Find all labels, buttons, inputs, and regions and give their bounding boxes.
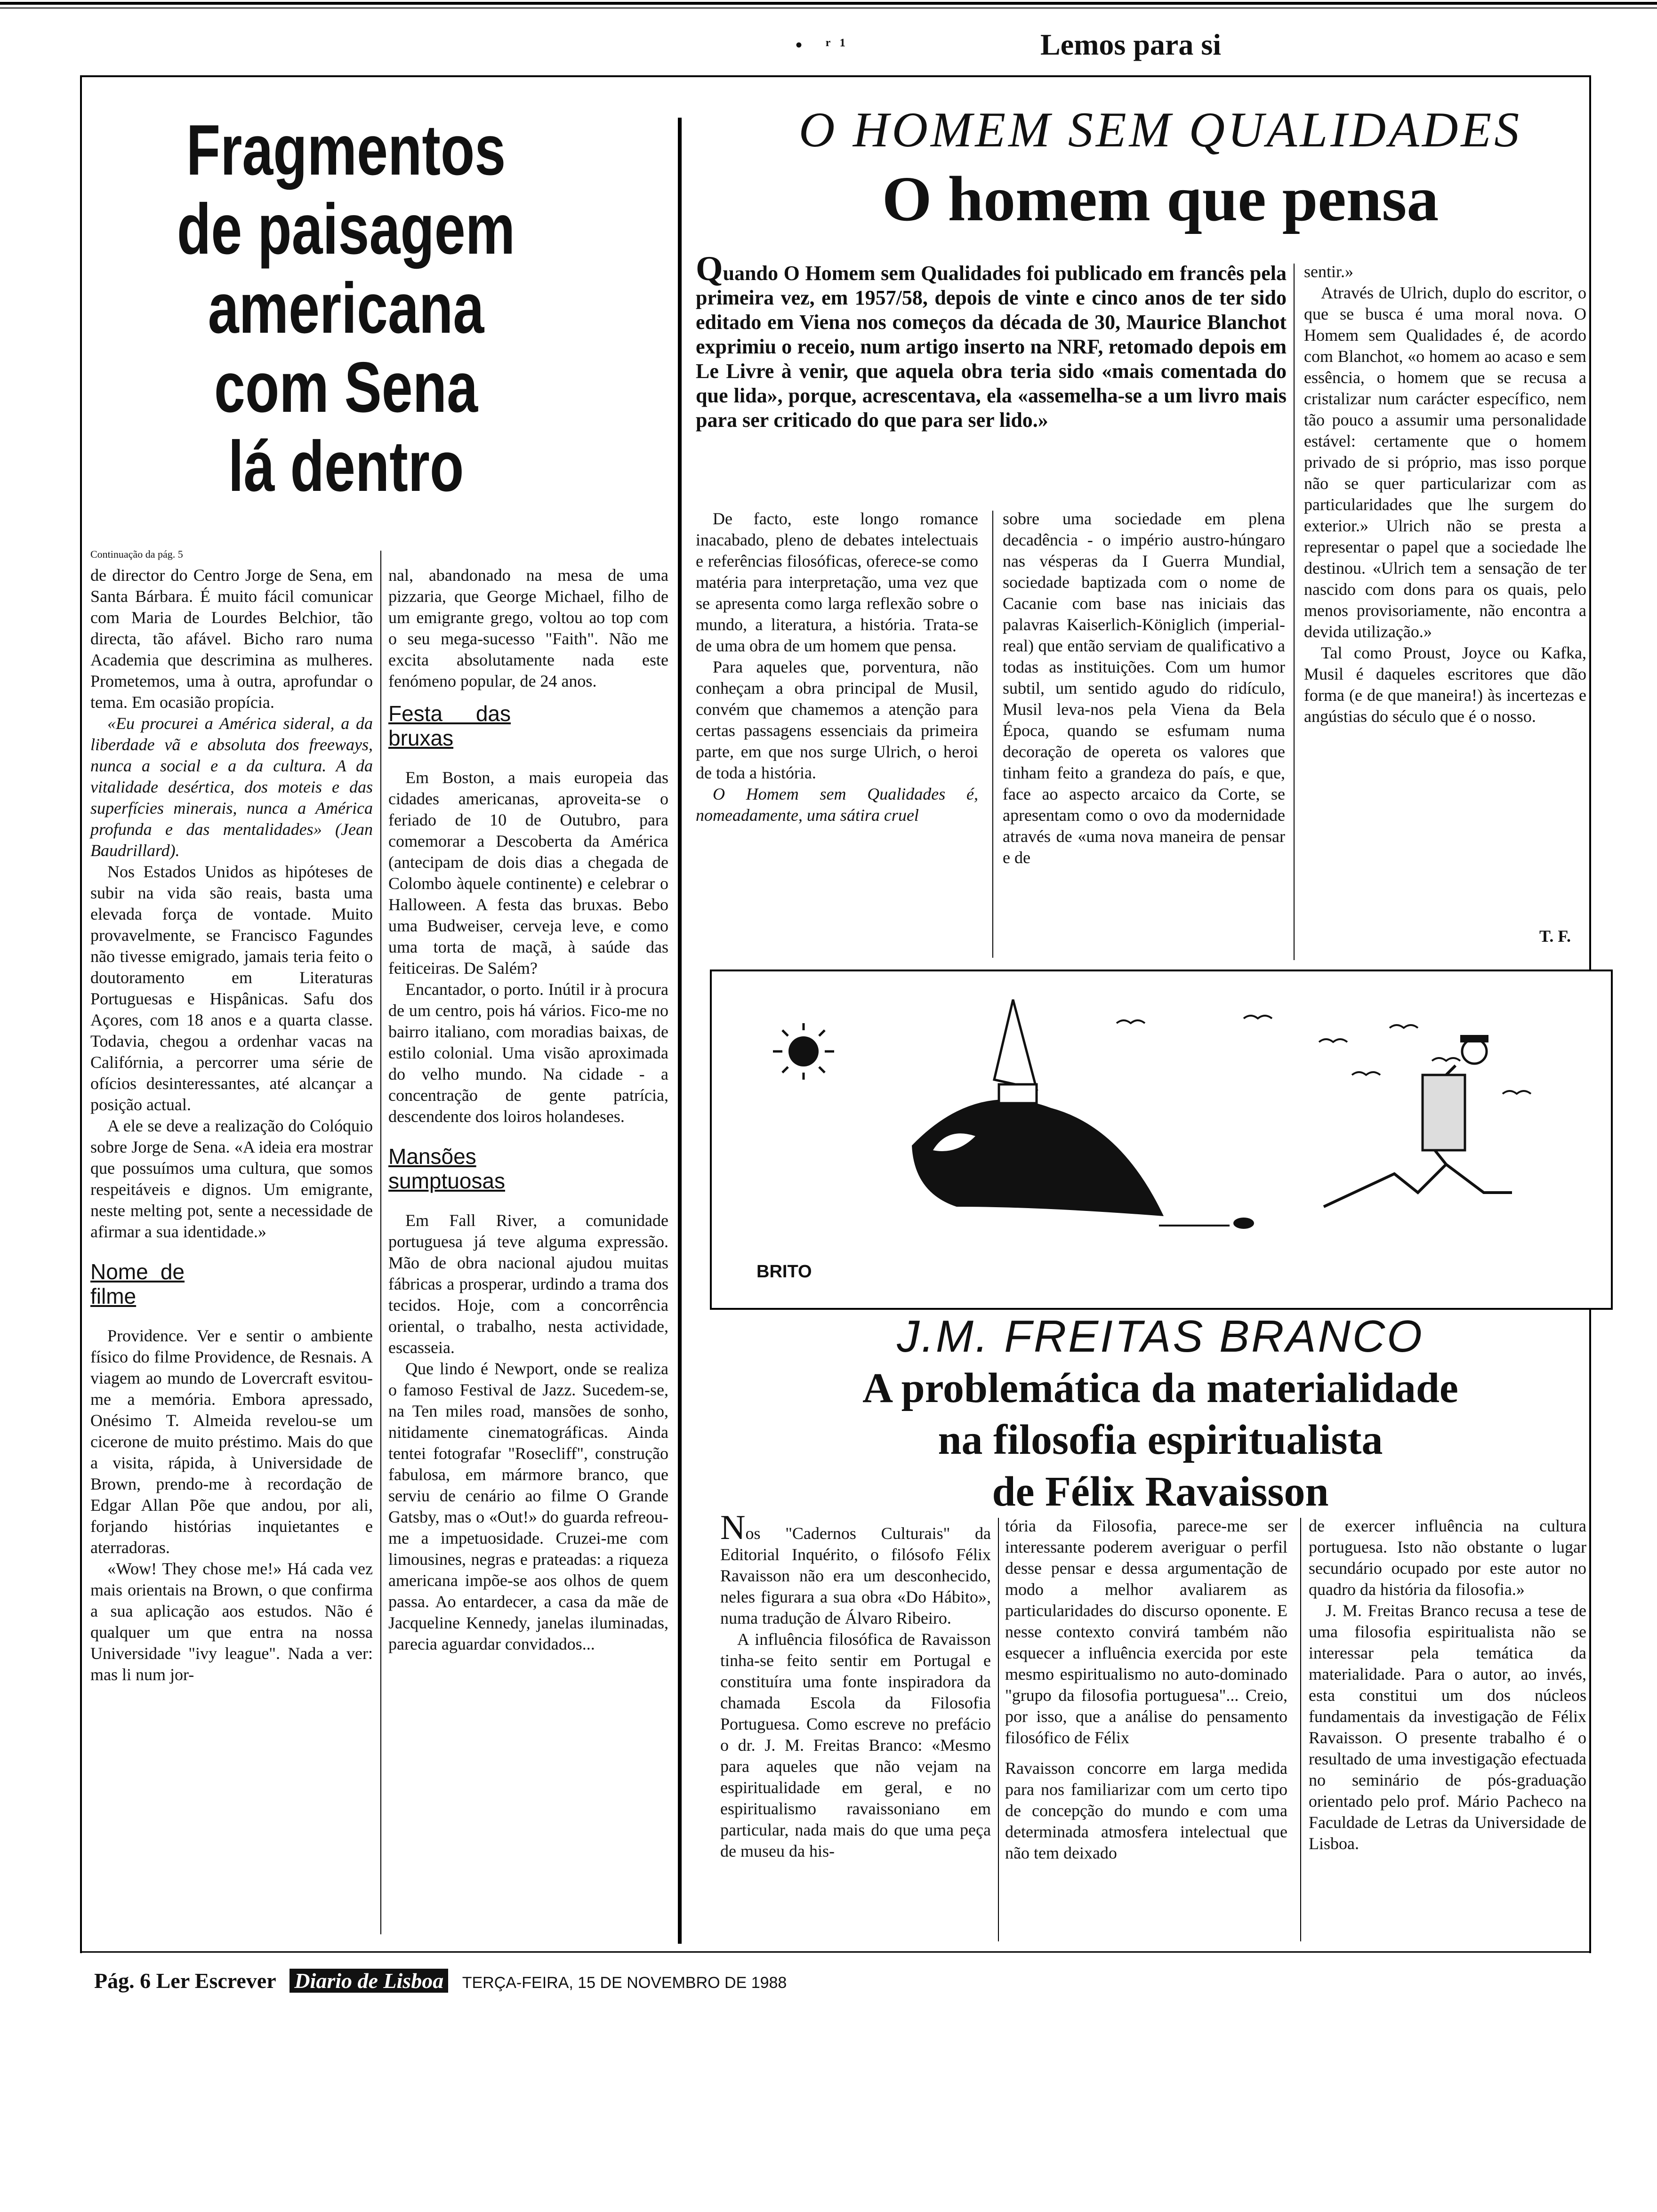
col-rule: [998, 1518, 999, 1941]
cartoon-illustration: [710, 970, 1613, 1310]
footer-section: Ler Escrever: [156, 1969, 276, 1993]
article1-col-3: [1304, 261, 1586, 727]
title-line: Fragmentos: [186, 110, 506, 190]
paragraph: Ravaisson concorre em larga medida para nos familiarizar com um certo tipo de concepção do mundo e com uma determinada atmosfera intelectual que não tem deixado: [1005, 1759, 1287, 1862]
paragraph: os "Cadernos Culturais" da Editorial Inquérito, o filósofo Félix Ravaisson não era um desconhecido, neles figurara a sua obra «Do Hábito», numa tradução de Álvaro Ribeiro.: [720, 1524, 991, 1627]
title-line: de Félix Ravaisson: [992, 1468, 1329, 1515]
article-separator: [678, 118, 682, 1944]
top-rule: [0, 2, 1657, 5]
paragraph: nal, abandonado na mesa de uma pizzaria, que George Michael, filho de um emigrante grego, voltou ao top com o seu mega-sucesso "Faith". Não me excita absolutamente nada este fenómeno popular, de 24 anos.: [388, 566, 668, 690]
page-number: Pág. 6: [94, 1969, 151, 1993]
subheading-nome: Nome de filme: [90, 1259, 185, 1308]
article1-title: O homem que pensa: [882, 164, 1439, 234]
title-line: lá dentro: [228, 426, 464, 506]
article1-kicker: O HOMEM SEM QUALIDADES: [798, 102, 1522, 157]
paragraph: «Wow! They chose me!» Há cada vez mais orientais na Brown, o que confirma a sua aplicação aos estudos. Não é qualquer um que entra na nossa Universidade "ivy league". Nada a ver: mas li num jor-: [90, 1559, 373, 1684]
paragraph: Através de Ulrich, duplo do escritor, o que se busca é uma moral nova. O Homem sem Qualidades é, de acordo com Blanchot, «o homem ao acaso e sem essência, o homem que se recusa a cristalizar num carácter específico, nem tão pouco a assumir uma personalidade estável: certamente que o homem privado de si próprio, mas isso porque não se quer particularizar com as particularidades que lhe surgem do exterior.» Ulrich não se presta a representar o papel que a sociedade lhe destinou. «Ulrich tem a sensação de ter nascido com dons para os quais, pelo menos provisoriamente, não encontra a devida utilização.»: [1304, 283, 1586, 641]
paragraph: Em Boston, a mais europeia das cidades americanas, aproveita-se o feriado de 10 de Outubro, para comemorar a Descoberta da América (antecipam de dois dias a chegada de Colombo àquele continente) e celebrar o Halloween. A festa das bruxas. Bebo uma Budweiser, cerveja leve, e como uma torta de maçã, à saúde das feiticeiras. De Salém?: [388, 768, 668, 978]
title-line: A problemática da materialidade: [862, 1365, 1458, 1411]
paragraph: Em Fall River, a comunidade portuguesa já teve alguma expressão. Mão de obra nacional ajudou muitas fábricas a prosperar, urdindo a trama dos tecidos. Hoje, com a concorrência oriental, o trabalho, nesta actividade, escasseia.: [388, 1211, 668, 1357]
drop-cap: Q: [696, 249, 723, 288]
col-rule: [992, 511, 993, 958]
col-rule: [1294, 264, 1295, 960]
cartoon-signature: BRITO: [756, 1262, 812, 1282]
frame-left: [80, 75, 82, 1953]
paragraph: de director do Centro Jorge de Sena, em Santa Bárbara. É muito fácil comunicar com Maria de Lourdes Belchior, tão directa, tão afável. Bicho raro numa Academia que descrimina as mulheres. Prometemos, uma à outra, aprofundar o tema. Em ocasião propícia.: [90, 566, 373, 712]
left-col-1: [90, 565, 373, 1685]
article1-lead: [696, 249, 1287, 433]
subheading-mansoes: Mansões sumptuosas: [388, 1144, 506, 1193]
article2-col-1: [720, 1508, 991, 1862]
section-title: Lemos para si: [1040, 28, 1221, 61]
title-line: na filosofia espiritualista: [938, 1417, 1383, 1463]
cartoon-drawing: [712, 971, 1611, 1308]
paragraph: De facto, este longo romance inacabado, pleno de debates intelectuais e referências filosóficas, oferece-se como matéria para interpretação, uma vez que se apresenta como larga reflexão sobre o mundo, a literatura, a história. Trata-se de uma obra de um homem que pensa.: [696, 509, 978, 655]
col-rule: [1300, 1518, 1301, 1941]
paragraph: O Homem sem Qualidades é, nomeadamente, uma sátira cruel: [696, 785, 978, 825]
drop-cap: N: [720, 1508, 746, 1547]
paragraph: Para aqueles que, porventura, não conheçam a obra principal de Musil, convém que chamemos a atenção para certas passagens essenciais da primeira parte, em que nos surge Ulrich, o heroi de toda a história.: [696, 657, 978, 782]
header-marks: • ʳ¹: [796, 34, 855, 56]
article2-kicker: J.M. FREITAS BRANCO: [897, 1311, 1424, 1362]
title-line: americana: [208, 268, 484, 348]
article2-title: [706, 1362, 1615, 1518]
left-article-title: [150, 111, 543, 506]
page-footer: [94, 1968, 787, 1993]
paragraph: Providence. Ver e sentir o ambiente físico do filme Providence, de Resnais. A viagem ao mundo de Lovercraft esvitou-me a memória. Embora apressado, Onésimo T. Almeida revelou-se um cicerone de muito préstimo. Mais do que a visita, rápida, à Universidade de Brown, prendo-me à recordação de Edgar Allan Põe que andou, por ali, forjando histórias inquietantes e aterradoras.: [90, 1326, 373, 1557]
title-line: com Sena: [214, 347, 478, 427]
subheading-festa: Festa das bruxas: [388, 701, 511, 750]
article1-col-1: [696, 508, 978, 826]
frame-top: [80, 75, 1591, 77]
article1-col-2: [1003, 508, 1285, 868]
title-line: de paisagem: [177, 189, 515, 269]
paragraph: A influência filosófica de Ravaisson tinha-se feito sentir em Portugal e constituíra uma fonte inspiradora da chamada Escola da Filosofia Portuguesa. Como escreve no prefácio o dr. J. M. Freitas Branco: «Mesmo para aqueles que não vejam na espiritualidade em geral, e no espiritualismo ravaissoniano em particular, nada mais do que uma peça de museu da his-: [720, 1630, 991, 1860]
newspaper-logo: Diario de Lisboa: [290, 1969, 448, 1993]
paragraph: sentir.»: [1304, 262, 1353, 281]
paragraph: A ele se deve a realização do Colóquio sobre Jorge de Sena. «A ideia era mostrar que possuímos uma cultura, que somos respeitáveis e dignos. Um emigrante, neste melting pot, sente a necessidade de afirmar a sua identidade.»: [90, 1116, 373, 1241]
continuation-note: Continuação da pág. 5: [90, 548, 183, 560]
article2-col-3: [1309, 1515, 1586, 1854]
paragraph: tória da Filosofia, parece-me ser interessante poderem averiguar o perfil desse pensar e dessa argumentação de modo a melhor avaliarem as particularidades do discurso oponente. E nesse contexto convirá também não esquecer a influência exercida por este mesmo espiritualismo no auto-dominado "grupo da filosofia portuguesa"... Creio, por isso, que a análise do pensamento filosófico de Félix: [1005, 1516, 1287, 1747]
paragraph: sobre uma sociedade em plena decadência - o império austro-húngaro nas vésperas da I Guerra Mundial, sociedade baptizada com o nome de Cacanie com base nas iniciais das palavras Kaiserlich-Königlich (imperial-real) que então serviam de qualificativo a todas as instituições. Com um humor subtil, um sentido agudo do ridículo, Musil leva-nos pela Viena da Bela Época, quando se esfumam numa decoração de opereta os valores que tinham feito a grandeza do país, e que, face ao aspecto arcaico da Corte, se apresentam como o ovo da modernidade através de «uma nova maneira de pensar e de: [1003, 509, 1285, 867]
left-col-rule: [380, 551, 381, 1934]
left-col-2: [388, 565, 668, 1655]
paragraph: Que lindo é Newport, onde se realiza o famoso Festival de Jazz. Sucedem-se, na Ten miles road, mansões de sonho, nitidamente cinematográficas. Ainda tentei fotografar "Rosecliff", construção fabulosa, em mármore branco, que serviu de cenário ao filme O Grande Gatsby, mas o «Out!» do guarda refreou-me a impetuosidade. Cruzei-me com limousines, negras e prateadas: a riqueza americana impõe-se aos olhos de quem passa. Ao entardecer, a casa da mãe de Jacqueline Kennedy, janelas iluminadas, parecia aguardar convidados...: [388, 1359, 668, 1653]
paragraph: Nos Estados Unidos as hipóteses de subir na vida são reais, basta uma elevada força de vontade. Muito provavelmente, se Francisco Fagundes não tivesse emigrado, jamais teria feito o doutoramento em Literaturas Portuguesas e Hispânicas. Safu dos Açores, com 18 anos e a quarta classe. Todavia, chegou a ordenhar vacas na Califórnia, a percorrer uma série de ofícios desinteressantes, até alcançar a posição actual.: [90, 862, 373, 1114]
lead-text: uando O Homem sem Qualidades foi publicado em francês pela primeira vez, em 1957/58, depois de vinte e cinco anos de ter sido editado em Viena nos começos da década de 30, Maurice Blanchot exprimiu o receio, num artigo inserto na NRF, retomado depois em Le Livre à venir, que aquela obra teria sido «mais comentada do que lida», porque, acrescentava, ela «assemelha-se a um livro mais para ser criticado do que para ser lido.»: [696, 262, 1287, 432]
frame-bottom: [80, 1951, 1591, 1953]
paragraph: J. M. Freitas Branco recusa a tese de uma filosofia espiritualista não se interessar pela temática da materialidade. Para o autor, ao invés, esta constitui um dos núcleos fundamentais da investigação de Félix Ravaisson. O presente trabalho é o resultado de uma investigação efectuada no seminário de pós-graduação orientado pelo prof. Mário Pacheco na Faculdade de Letras da Universidade de Lisboa.: [1309, 1601, 1586, 1853]
article1-signature: T. F.: [1539, 927, 1571, 946]
issue-date: TERÇA-FEIRA, 15 DE NOVEMBRO DE 1988: [462, 1974, 787, 1992]
article2-col-2: [1005, 1515, 1287, 1864]
paragraph: Encantador, o porto. Inútil ir à procura de um centro, pois há vários. Fico-me no bairro italiano, com moradias baixas, de estilo colonial. Uma visão aproximada do velho mundo. Na cidade - a concentração de gente patrícia, descendente dos loiros holandeses.: [388, 980, 668, 1126]
paragraph: de exercer influência na cultura portuguesa. Isto não obstante o lugar secundário ocupado por este autor no quadro da história da filosofia.»: [1309, 1516, 1586, 1599]
paragraph: «Eu procurei a América sideral, a da liberdade vã e absoluta dos freeways, nunca a social e a da cultura. A da vitalidade desértica, dos moteis e das superfícies minerais, nunca a América profunda e das mentalidades» (Jean Baudrillard).: [90, 714, 373, 860]
paragraph: Tal como Proust, Joyce ou Kafka, Musil é daqueles escritores que dão forma (e de que maneira!) às incertezas e angústias do século que é o nosso.: [1304, 643, 1586, 726]
